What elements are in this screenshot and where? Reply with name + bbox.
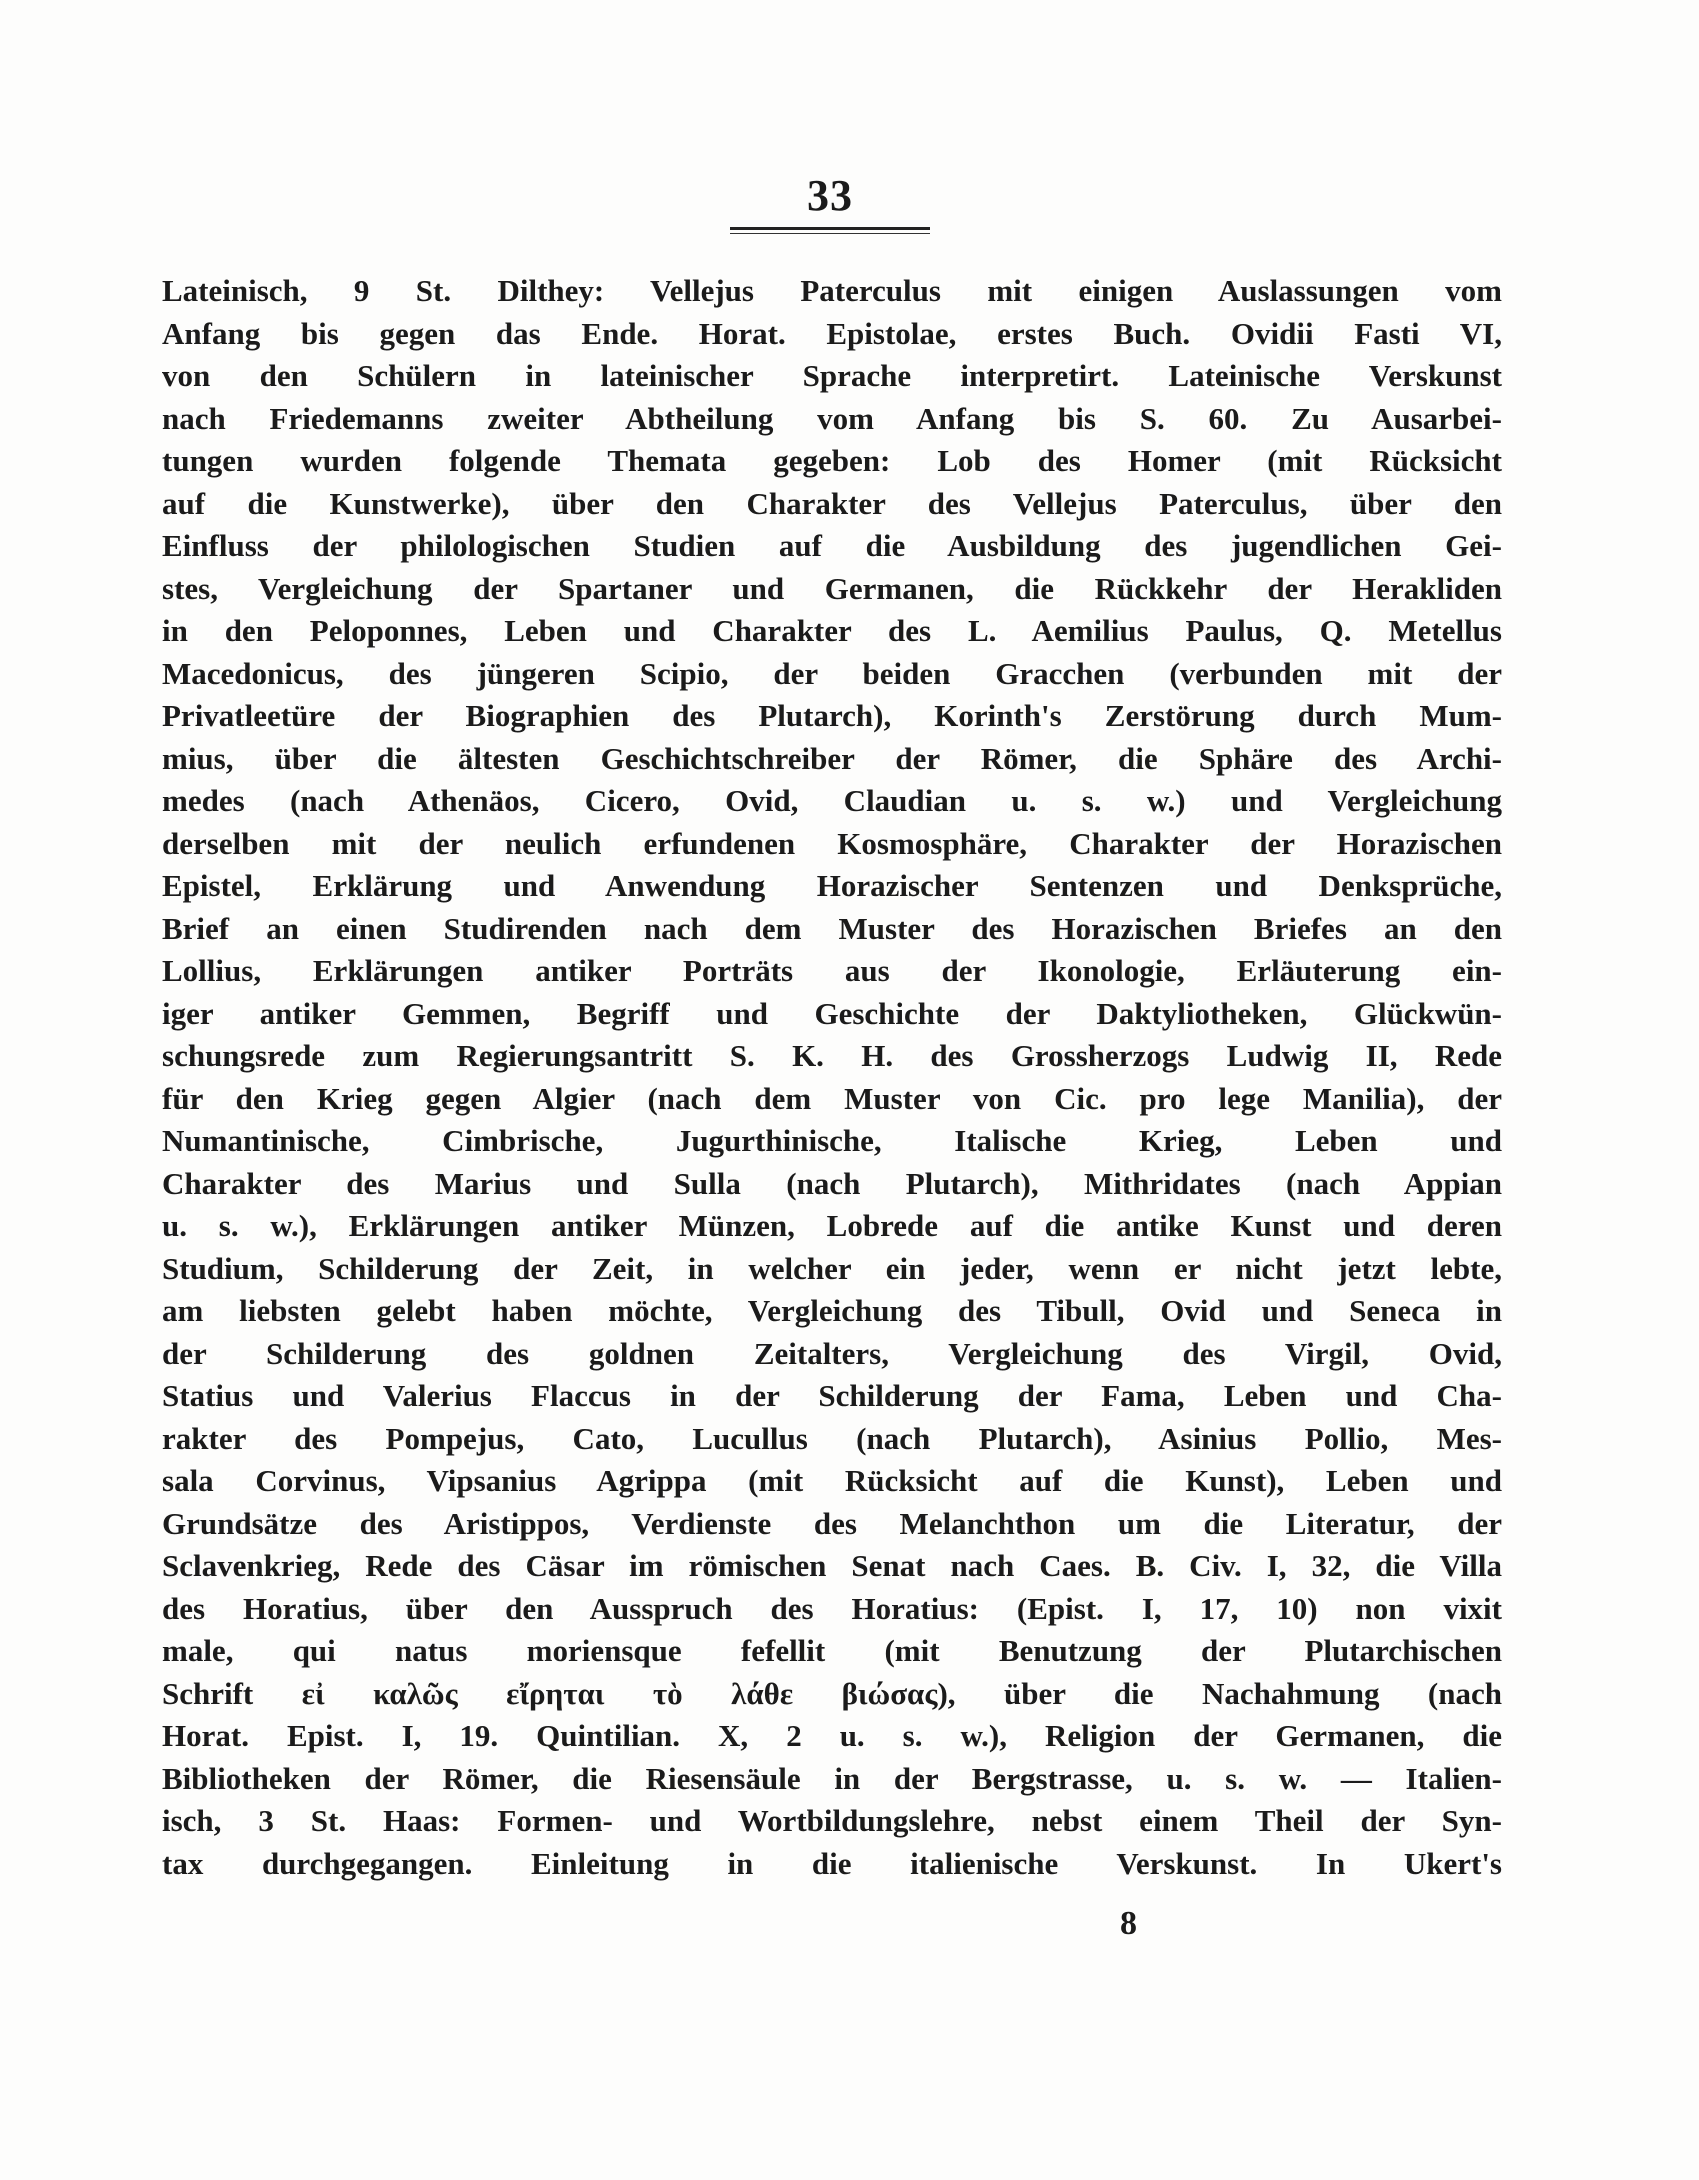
text-line: derselben mit der neulich erfundenen Kosmosphäre, Charakter der Horazischen	[162, 825, 1502, 861]
text-line: Horat. Epist. I, 19. Quintilian. X, 2 u. s. w.), Religion der Germanen, die	[162, 1718, 1502, 1753]
text-line: am liebsten gelebt haben möchte, Vergleichung des Tibull, Ovid und Seneca in	[162, 1293, 1502, 1328]
text-line: rakter des Pompejus, Cato, Lucullus (nach Plutarch), Asinius Pollio, Mes-	[162, 1420, 1502, 1456]
text-line: Studium, Schilderung der Zeit, in welcher ein jeder, wenn er nicht jetzt lebte,	[162, 1250, 1502, 1286]
text-line: Lollius, Erklärungen antiker Porträts aus der Ikonologie, Erläuterung ein-	[162, 953, 1502, 988]
text-line: der Schilderung des goldnen Zeitalters, Vergleichung des Virgil, Ovid,	[162, 1335, 1502, 1371]
text-line: des Horatius, über den Ausspruch des Horatius: (Epist. I, 17, 10) non vixit	[162, 1590, 1502, 1626]
text-line: nach Friedemanns zweiter Abtheilung vom Anfang bis S. 60. Zu Ausarbei-	[162, 400, 1502, 436]
text-line: Schrift εἰ καλῶς εἴρηται τὸ λάθε βιώσας), über die Nachahmung (nach	[162, 1675, 1502, 1711]
text-line: in den Peloponnes, Leben und Charakter des L. Aemilius Paulus, Q. Metellus	[162, 613, 1502, 648]
text-line: u. s. w.), Erklärungen antiker Münzen, Lobrede auf die antike Kunst und deren	[162, 1208, 1502, 1243]
header-rule	[730, 227, 930, 230]
text-line: isch, 3 St. Haas: Formen- und Wortbildungslehre, nebst einem Theil der Syn-	[162, 1803, 1502, 1838]
text-line: stes, Vergleichung der Spartaner und Germanen, die Rückkehr der Herakliden	[162, 570, 1502, 606]
text-line: Bibliotheken der Römer, die Riesensäule in der Bergstrasse, u. s. w. — Italien-	[162, 1760, 1502, 1796]
text-line: Privatleetüre der Biographien des Plutarch), Korinth's Zerstörung durch Mum-	[162, 698, 1502, 733]
text-line: Macedonicus, des jüngeren Scipio, der beiden Gracchen (verbunden mit der	[162, 655, 1502, 691]
header-rule-thin	[730, 233, 930, 234]
body-text	[162, 270, 1502, 1885]
text-line: Statius und Valerius Flaccus in der Schilderung der Fama, Leben und Cha-	[162, 1378, 1502, 1413]
text-line: auf die Kunstwerke), über den Charakter des Vellejus Paterculus, über den	[162, 485, 1502, 521]
text-line: Epistel, Erklärung und Anwendung Horazischer Sentenzen und Denksprüche,	[162, 868, 1502, 903]
text-line: iger antiker Gemmen, Begriff und Geschichte der Daktyliotheken, Glückwün-	[162, 995, 1502, 1031]
text-line: mius, über die ältesten Geschichtschreiber der Römer, die Sphäre des Archi-	[162, 740, 1502, 776]
text-line: für den Krieg gegen Algier (nach dem Muster von Cic. pro lege Manilia), der	[162, 1080, 1502, 1116]
page-number: 33	[807, 171, 853, 220]
text-line: Grundsätze des Aristippos, Verdienste des Melanchthon um die Literatur, der	[162, 1505, 1502, 1541]
text-line: tax durchgegangen. Einleitung in die italienische Verskunst. In Ukert's	[162, 1845, 1502, 1881]
text-line: tungen wurden folgende Themata gegeben: Lob des Homer (mit Rücksicht	[162, 443, 1502, 478]
text-line: Einfluss der philologischen Studien auf die Ausbildung des jugendlichen Gei-	[162, 528, 1502, 563]
text-line: sala Corvinus, Vipsanius Agrippa (mit Rücksicht auf die Kunst), Leben und	[162, 1463, 1502, 1498]
text-line: Charakter des Marius und Sulla (nach Plutarch), Mithridates (nach Appian	[162, 1165, 1502, 1201]
text-line: male, qui natus moriensque fefellit (mit Benutzung der Plutarchischen	[162, 1633, 1502, 1668]
text-line: schungsrede zum Regierungsantritt S. K. H. des Grossherzogs Ludwig II, Rede	[162, 1038, 1502, 1073]
text-line: Lateinisch, 9 St. Dilthey: Vellejus Paterculus mit einigen Auslassungen vom	[162, 273, 1502, 308]
text-line: Brief an einen Studirenden nach dem Muster des Horazischen Briefes an den	[162, 910, 1502, 946]
text-line: Numantinische, Cimbrische, Jugurthinische, Italische Krieg, Leben und	[162, 1123, 1502, 1158]
signature-mark: 8	[1120, 1905, 1137, 1942]
text-line: von den Schülern in lateinischer Sprache interpretirt. Lateinische Verskunst	[162, 358, 1502, 393]
text-line: medes (nach Athenäos, Cicero, Ovid, Claudian u. s. w.) und Vergleichung	[162, 783, 1502, 818]
text-line: Sclavenkrieg, Rede des Cäsar im römischen Senat nach Caes. B. Civ. I, 32, die Villa	[162, 1548, 1502, 1583]
text-line: Anfang bis gegen das Ende. Horat. Epistolae, erstes Buch. Ovidii Fasti VI,	[162, 315, 1502, 351]
